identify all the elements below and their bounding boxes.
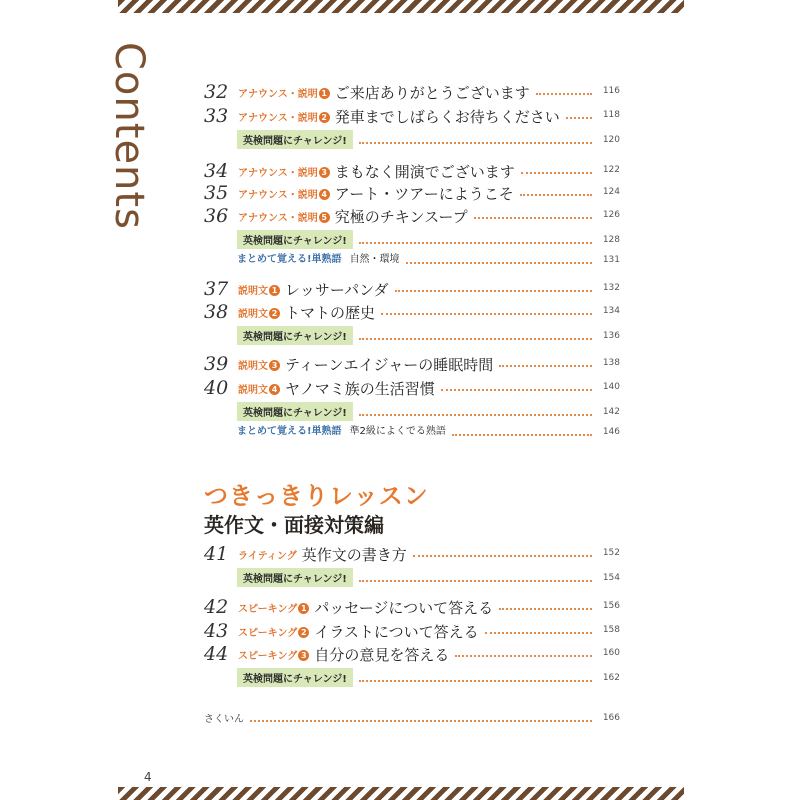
toc-entry xyxy=(204,182,514,204)
entry-number: 41 xyxy=(204,543,229,565)
page-ref: 138 xyxy=(602,358,620,368)
toc-entry xyxy=(204,105,560,127)
lesson-title: つきっきりレッスン xyxy=(204,482,429,510)
challenge-label: 英検問題にチャレンジ! xyxy=(237,326,353,345)
bottom-stripe xyxy=(118,787,684,800)
top-stripe xyxy=(118,0,684,13)
page-ref: 152 xyxy=(602,548,620,558)
entry-number: 38 xyxy=(204,301,229,323)
leader-dots xyxy=(485,632,592,634)
challenge-label: 英検問題にチャレンジ! xyxy=(237,402,353,421)
contents-heading: Contents xyxy=(106,42,152,230)
toc-entry xyxy=(204,81,530,103)
entry-number: 35 xyxy=(204,182,229,204)
leader-dots xyxy=(413,555,592,557)
page-number: 4 xyxy=(144,770,152,784)
toc-entry xyxy=(204,205,468,227)
page-ref: 131 xyxy=(602,255,620,265)
entry-badge: 2 xyxy=(298,627,309,638)
toc-entry xyxy=(204,596,493,618)
leader-dots xyxy=(474,217,592,219)
leader-dots xyxy=(395,290,592,292)
toc-entry xyxy=(204,543,407,565)
entry-title: 発車までしばらくお待ちください xyxy=(334,107,560,126)
lesson-subtitle: 英作文・面接対策編 xyxy=(204,513,384,537)
entry-category: アナウンス・説明 5 xyxy=(238,209,330,224)
entry-category: 説明文 1 xyxy=(238,282,280,297)
leader-dots xyxy=(359,142,592,144)
leader-dots xyxy=(250,720,592,722)
page-ref: 128 xyxy=(602,235,620,245)
leader-dots xyxy=(359,338,592,340)
leader-dots xyxy=(441,389,592,391)
entry-category: スピーキング 1 xyxy=(238,600,309,615)
entry-badge: 1 xyxy=(319,88,330,99)
entry-category: アナウンス・説明 4 xyxy=(238,186,330,201)
entry-number: 36 xyxy=(204,205,229,227)
index-label: さくいん xyxy=(204,714,244,725)
entry-number: 32 xyxy=(204,81,229,103)
toc-entry xyxy=(237,568,353,587)
leader-dots xyxy=(536,93,592,95)
entry-number: 37 xyxy=(204,278,229,300)
entry-badge: 3 xyxy=(298,650,309,661)
page-ref: 158 xyxy=(602,625,620,635)
toc-entry xyxy=(204,377,435,399)
entry-number: 44 xyxy=(204,643,229,665)
page-ref: 122 xyxy=(602,165,620,175)
entry-number: 33 xyxy=(204,105,229,127)
leader-dots xyxy=(359,580,592,582)
vocab-label: まとめて覚える!単熟語 xyxy=(237,254,342,265)
entry-number: 34 xyxy=(204,160,229,182)
leader-dots xyxy=(381,313,592,315)
entry-title: 究極のチキンスープ xyxy=(334,207,468,226)
entry-title: ご来店ありがとうございます xyxy=(334,83,530,102)
entry-badge: 1 xyxy=(269,285,280,296)
page-ref: 118 xyxy=(602,110,620,120)
entry-title: トマトの歴史 xyxy=(285,303,376,322)
challenge-label: 英検問題にチャレンジ! xyxy=(237,568,353,587)
page-ref: 120 xyxy=(602,135,620,145)
page-ref: 146 xyxy=(602,427,620,437)
entry-category: アナウンス・説明 2 xyxy=(238,109,330,124)
entry-category: スピーキング 3 xyxy=(238,647,309,662)
page-ref: 132 xyxy=(602,283,620,293)
entry-title: レッサーパンダ xyxy=(285,280,389,299)
toc-entry xyxy=(237,422,446,437)
challenge-label: 英検問題にチャレンジ! xyxy=(237,230,353,249)
entry-category: 説明文 3 xyxy=(238,357,280,372)
page-ref: 162 xyxy=(602,673,620,683)
entry-category: ライティング xyxy=(238,550,297,562)
entry-title: パッセージについて答える xyxy=(314,598,494,617)
toc-entry xyxy=(237,402,353,421)
entry-number: 42 xyxy=(204,596,229,618)
page-ref: 166 xyxy=(602,713,620,723)
entry-number: 39 xyxy=(204,353,229,375)
entry-category: アナウンス・説明 3 xyxy=(238,164,330,179)
toc-entry xyxy=(237,668,353,687)
page-ref: 134 xyxy=(602,306,620,316)
leader-dots xyxy=(452,434,592,436)
entry-title: ヤノマミ族の生活習慣 xyxy=(285,379,435,398)
page-ref: 136 xyxy=(602,331,620,341)
toc-entry xyxy=(237,326,353,345)
entry-badge: 2 xyxy=(319,112,330,123)
page-ref: 116 xyxy=(602,86,620,96)
page-ref: 142 xyxy=(602,407,620,417)
entry-badge: 5 xyxy=(319,212,330,223)
entry-title: ティーンエイジャーの睡眠時間 xyxy=(285,355,494,374)
entry-badge: 3 xyxy=(319,167,330,178)
entry-title: 英作文の書き方 xyxy=(301,545,407,564)
toc-entry xyxy=(204,301,375,323)
toc-entry xyxy=(237,250,400,265)
leader-dots xyxy=(566,117,592,119)
leader-dots xyxy=(499,365,592,367)
entry-title: 自分の意見を答える xyxy=(314,645,450,664)
leader-dots xyxy=(359,680,592,682)
leader-dots xyxy=(406,262,592,264)
toc-entry xyxy=(204,160,515,182)
page-ref: 160 xyxy=(602,648,620,658)
page-ref: 140 xyxy=(602,382,620,392)
leader-dots xyxy=(499,608,592,610)
entry-badge: 1 xyxy=(298,603,309,614)
entry-badge: 4 xyxy=(319,189,330,200)
entry-category: アナウンス・説明 1 xyxy=(238,85,330,100)
toc-entry xyxy=(204,278,389,300)
entry-badge: 3 xyxy=(269,360,280,371)
challenge-label: 英検問題にチャレンジ! xyxy=(237,668,353,687)
entry-category: スピーキング 2 xyxy=(238,624,309,639)
vocab-label: まとめて覚える!単熟語 xyxy=(237,426,342,437)
page-ref: 126 xyxy=(602,210,620,220)
entry-title: イラストについて答える xyxy=(314,622,479,641)
entry-title: まもなく開演でございます xyxy=(334,162,515,181)
toc-entry xyxy=(237,230,353,249)
leader-dots xyxy=(521,172,592,174)
leader-dots xyxy=(455,655,592,657)
entry-title: アート・ツアーにようこそ xyxy=(334,184,514,203)
toc-entry xyxy=(237,130,353,149)
page-ref: 154 xyxy=(602,573,620,583)
entry-number: 43 xyxy=(204,620,229,642)
vocab-topic: 自然・環境 xyxy=(349,254,400,265)
challenge-label: 英検問題にチャレンジ! xyxy=(237,130,353,149)
leader-dots xyxy=(520,194,592,196)
entry-number: 40 xyxy=(204,377,229,399)
vocab-topic: 準2級によくでる熟語 xyxy=(349,426,446,437)
leader-dots xyxy=(359,242,592,244)
toc-entry xyxy=(204,643,449,665)
page-ref: 124 xyxy=(602,187,620,197)
entry-category: 説明文 4 xyxy=(238,381,280,396)
entry-badge: 2 xyxy=(269,308,280,319)
page-ref: 156 xyxy=(602,601,620,611)
entry-badge: 4 xyxy=(269,384,280,395)
entry-category: 説明文 2 xyxy=(238,305,280,320)
toc-entry xyxy=(204,353,493,375)
leader-dots xyxy=(359,414,592,416)
index-entry xyxy=(204,710,244,725)
toc-entry xyxy=(204,620,479,642)
